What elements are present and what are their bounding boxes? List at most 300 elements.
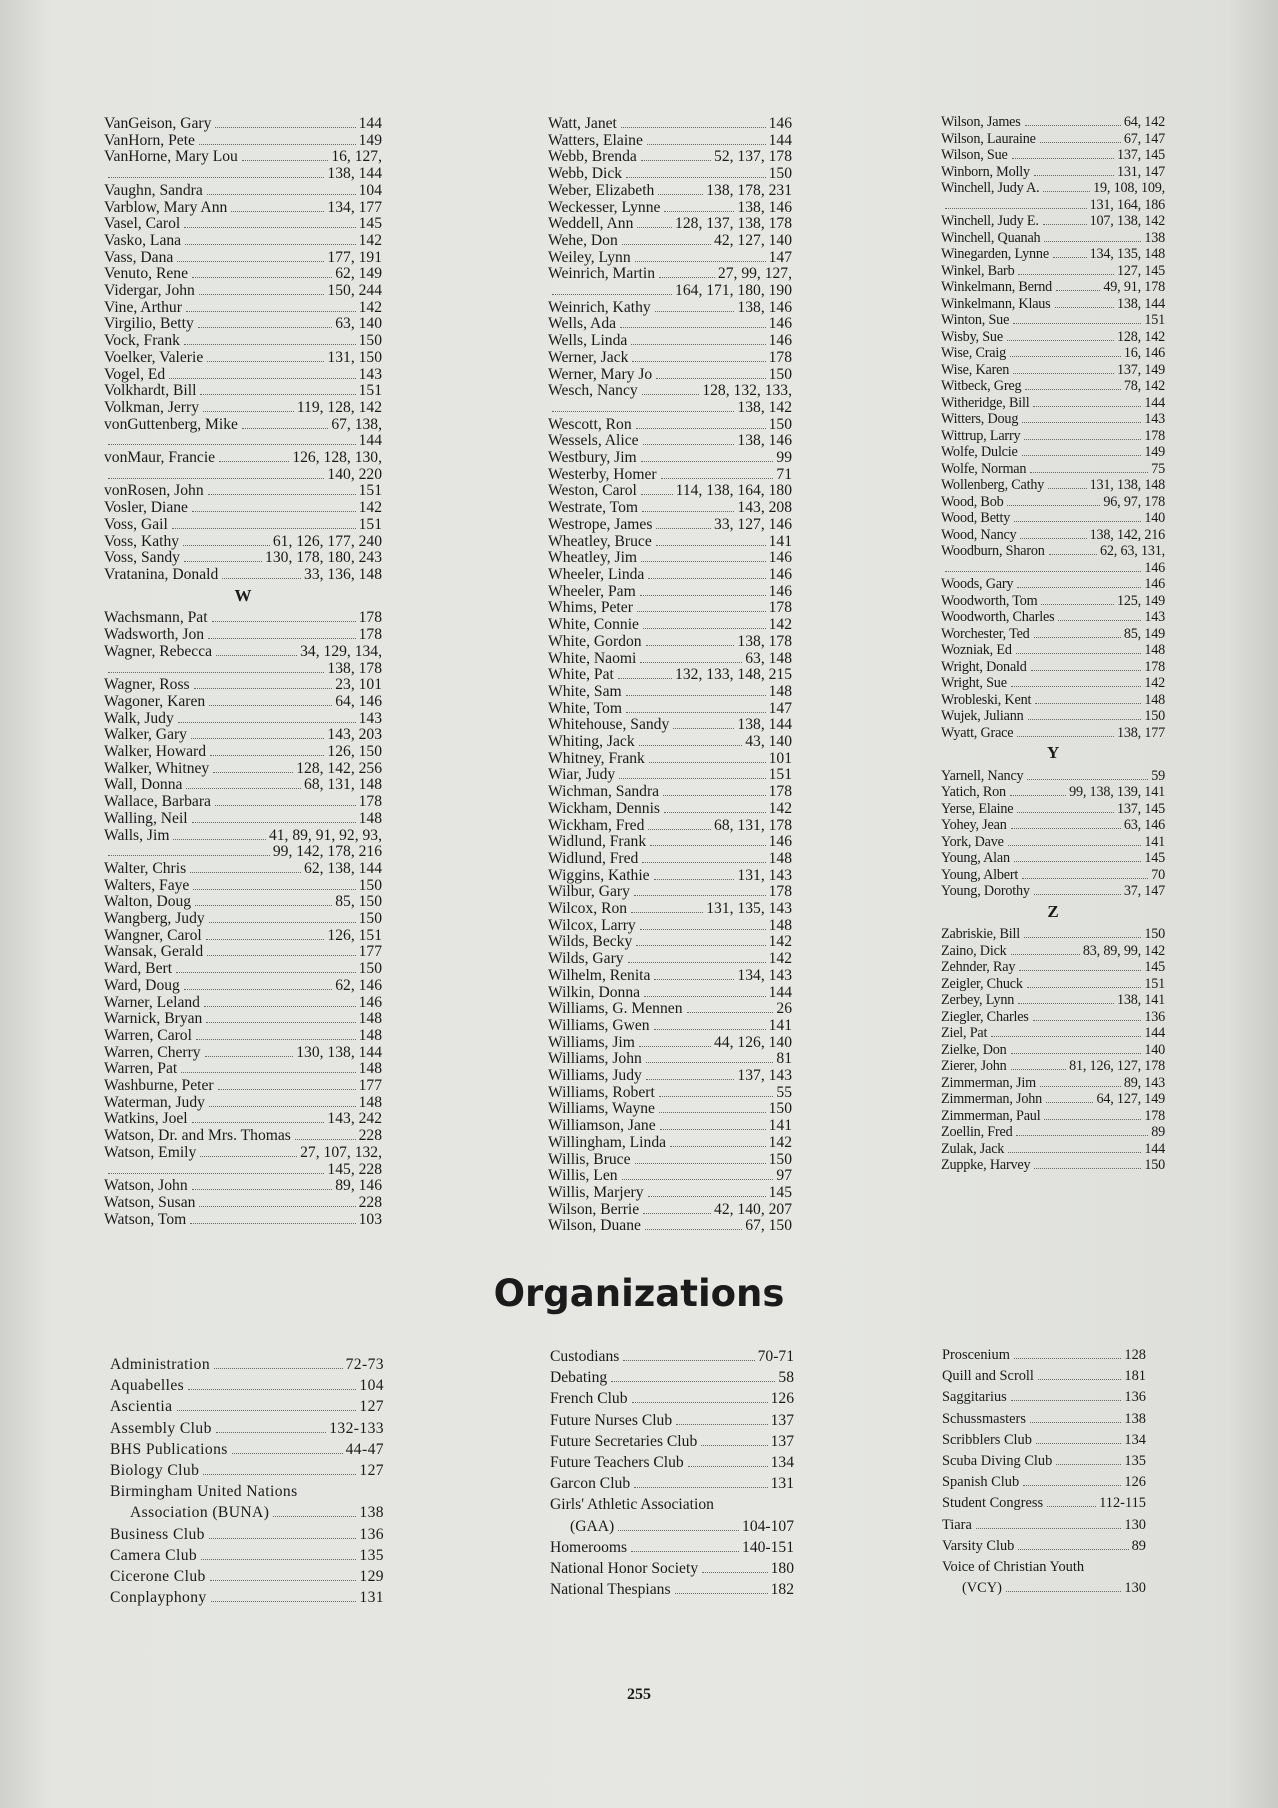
dot-leader: [1014, 861, 1141, 862]
entry-pages: 27, 107, 132,: [300, 1143, 382, 1161]
index-entry: [941, 609, 1165, 626]
entry-name: Proscenium: [942, 1347, 1010, 1363]
dot-leader: [169, 378, 355, 379]
index-entry: [942, 1387, 1146, 1408]
dot-leader: [199, 144, 356, 145]
index-entry: [548, 1035, 792, 1052]
index-entry: [110, 1587, 384, 1608]
index-entry: [548, 450, 792, 467]
entry-pages: 34, 129, 134,: [300, 642, 382, 660]
entry-name: Woodworth, Charles: [941, 609, 1055, 625]
entry-name: Conplayphony: [110, 1589, 207, 1607]
entry-pages: 131, 164, 186: [1089, 196, 1165, 213]
entry-pages: 138, 144: [327, 165, 382, 183]
dot-leader: [216, 655, 297, 656]
dot-leader: [1058, 620, 1141, 621]
dot-leader: [1043, 224, 1087, 225]
dot-leader: [214, 1368, 343, 1369]
entry-pages: 128, 142, 256: [296, 759, 382, 777]
dot-leader: [945, 571, 1141, 572]
dot-leader: [640, 595, 766, 596]
entry-name: Zielke, Don: [941, 1041, 1007, 1058]
entry-name: Wiar, Judy: [548, 766, 616, 784]
entry-name: Volkman, Jerry: [104, 398, 199, 416]
entry-pages: 151: [1144, 975, 1165, 992]
dot-leader: [200, 1156, 297, 1157]
entry-pages: 132, 133, 148, 215: [675, 666, 792, 684]
index-entry-continuation: [104, 844, 382, 861]
index-entry: [941, 1091, 1165, 1108]
entry-name: Scribblers Club: [942, 1431, 1032, 1448]
dot-leader: [206, 939, 325, 940]
entry-name: Williams, G. Mennen: [548, 1000, 683, 1018]
dot-leader: [1024, 937, 1141, 938]
dot-leader: [211, 1601, 357, 1602]
index-entry: [941, 411, 1165, 428]
entry-name: Volkhardt, Bill: [104, 382, 197, 400]
dot-leader: [945, 208, 1087, 209]
index-entry: [550, 1537, 794, 1558]
entry-pages: 27, 99, 127,: [717, 265, 792, 283]
index-entry: [548, 918, 792, 935]
entry-pages: 104: [358, 181, 382, 199]
entry-name: vonGuttenberg, Mike: [104, 415, 238, 433]
dot-leader: [215, 805, 356, 806]
entry-name: Zehnder, Ray: [941, 959, 1016, 975]
index-entry: [548, 417, 792, 434]
dot-leader: [654, 1029, 766, 1030]
dot-leader: [219, 461, 289, 462]
index-entry: [941, 784, 1165, 801]
dot-leader: [1056, 1464, 1121, 1465]
index-entry: [942, 1366, 1146, 1387]
entry-pages: 103: [358, 1210, 382, 1228]
entry-name: Yarnell, Nancy: [941, 767, 1024, 784]
entry-name: Student Congress: [942, 1495, 1044, 1512]
entry-name: Watson, John: [104, 1177, 188, 1195]
dot-leader: [1056, 290, 1100, 291]
entry-pages: 178: [768, 348, 792, 366]
index-entry: [941, 992, 1165, 1009]
entry-name: Wilbur, Gary: [548, 883, 630, 901]
entry-pages: 128, 142: [1116, 328, 1165, 345]
entry-name: Westrate, Tom: [548, 499, 639, 517]
entry-name: vonRosen, John: [104, 482, 204, 500]
dot-leader: [626, 695, 766, 696]
dot-leader: [1017, 812, 1114, 813]
dot-leader: [190, 872, 301, 873]
entry-name: Wangberg, Judy: [104, 910, 205, 928]
entry-pages: 144: [768, 131, 792, 149]
entry-name: Williams, Wayne: [548, 1100, 655, 1118]
entry-pages: 75: [1151, 460, 1165, 477]
index-entry: [104, 1095, 382, 1112]
entry-pages: 144: [1144, 394, 1165, 411]
entry-name: Whitney, Frank: [548, 749, 645, 767]
entry-name: Wescott, Ron: [548, 415, 632, 433]
organizations-heading: Organizations: [493, 1272, 785, 1315]
entry-pages: 181: [1124, 1368, 1146, 1385]
index-entry: [104, 861, 382, 878]
dot-leader: [173, 839, 265, 840]
entry-pages: 42, 127, 140: [714, 231, 792, 249]
index-entry: [941, 850, 1165, 867]
index-entry: [941, 976, 1165, 993]
entry-name: Debating: [550, 1369, 608, 1387]
entry-name: Wilson, Berrie: [548, 1200, 640, 1218]
index-entry: [548, 1068, 792, 1085]
dot-leader: [183, 545, 270, 546]
entry-name: Williamson, Jane: [548, 1117, 656, 1135]
entry-pages: 146: [768, 315, 792, 333]
dot-leader: [635, 1163, 766, 1164]
entry-pages: 140: [1144, 1041, 1165, 1058]
entry-pages: 228: [358, 1194, 382, 1211]
entry-pages: 150: [768, 1100, 792, 1118]
entry-name: Warren, Carol: [104, 1026, 192, 1044]
dot-leader: [659, 277, 715, 278]
index-entry: [104, 149, 382, 166]
dot-leader: [210, 755, 324, 756]
entry-name: Tiara: [942, 1516, 972, 1533]
entry-name: Williams, Judy: [548, 1067, 642, 1085]
index-entry: [548, 1101, 792, 1118]
entry-pages: 146: [1144, 576, 1165, 592]
index-entry: [941, 1058, 1165, 1075]
entry-name: Aquabelles: [110, 1377, 185, 1395]
entry-name: Varsity Club: [942, 1537, 1015, 1554]
entry-name: Wozniak, Ed: [941, 642, 1012, 658]
entry-pages: 148: [1144, 642, 1165, 658]
dot-leader: [1019, 970, 1141, 971]
index-entry: [941, 834, 1165, 851]
entry-name: Cicerone Club: [110, 1568, 206, 1586]
entry-pages: 136: [1124, 1389, 1146, 1406]
entry-pages: 142: [768, 933, 792, 951]
entry-name: Walling, Neil: [104, 809, 188, 827]
dot-leader: [184, 227, 355, 228]
index-entry: [104, 400, 382, 417]
dot-leader: [644, 996, 766, 997]
entry-pages: 70: [1151, 866, 1165, 883]
entry-pages: 89: [1131, 1537, 1146, 1554]
dot-leader: [647, 144, 766, 145]
index-entry: [104, 878, 382, 895]
index-entry: [104, 483, 382, 500]
entry-pages: 137, 149: [1116, 361, 1165, 378]
dot-leader: [646, 1062, 774, 1063]
index-entry: [941, 768, 1165, 785]
entry-name: Williams, John: [548, 1050, 642, 1068]
entry-name: Walter, Chris: [104, 859, 187, 877]
entry-name: Wrobleski, Kent: [941, 691, 1032, 708]
entry-name: Wilkin, Donna: [548, 983, 641, 1001]
entry-pages: 135: [359, 1546, 384, 1564]
entry-name: Wheeler, Pam: [548, 582, 636, 600]
entry-pages: 43, 140: [745, 733, 792, 751]
entry-pages: 141: [768, 532, 792, 550]
dot-leader: [1031, 670, 1142, 671]
entry-pages: 41, 89, 91, 92, 93,: [268, 826, 382, 844]
dot-leader: [184, 344, 356, 345]
entry-name: Wagner, Rebecca: [104, 642, 213, 660]
entry-name: Warren, Pat: [104, 1060, 178, 1078]
dot-leader: [641, 561, 766, 562]
dot-leader: [108, 1173, 324, 1174]
dot-leader: [216, 1432, 326, 1433]
entry-pages: 89: [1151, 1124, 1165, 1140]
index-entry: [104, 1212, 382, 1229]
entry-pages: 143, 203: [327, 726, 382, 744]
entry-pages: 126, 150: [327, 743, 382, 761]
dot-leader: [640, 662, 742, 663]
index-entry: [110, 1545, 384, 1566]
index-entry: [104, 627, 382, 644]
entry-pages: 145: [358, 215, 382, 233]
dot-leader: [242, 428, 328, 429]
index-entry: [941, 1075, 1165, 1092]
letter-heading: W: [234, 585, 252, 605]
index-entry: [548, 1051, 792, 1068]
index-entry: [941, 494, 1165, 511]
dot-leader: [215, 127, 355, 128]
entry-name: Wilcox, Larry: [548, 916, 636, 934]
dot-leader: [646, 645, 735, 646]
index-entry: [104, 500, 382, 517]
entry-name: Winchell, Judy A.: [941, 180, 1040, 196]
entry-pages: 143: [358, 709, 382, 727]
entry-pages: 131, 143: [737, 866, 792, 884]
entry-name: National Thespians: [550, 1581, 671, 1599]
entry-pages: 112-115: [1099, 1495, 1146, 1512]
entry-name: Wilson, Sue: [941, 147, 1008, 163]
dot-leader: [1027, 987, 1142, 988]
entry-name: Zuppke, Harvey: [941, 1157, 1031, 1173]
index-entry: [550, 1367, 794, 1388]
index-entry: [548, 801, 792, 818]
dot-leader: [659, 1112, 766, 1113]
entry-pages: 104: [359, 1377, 384, 1395]
dot-leader: [204, 1006, 356, 1007]
entry-pages: 142: [358, 298, 382, 316]
entry-pages: 146: [1144, 559, 1165, 576]
entry-name: Winkelmann, Bernd: [941, 279, 1053, 295]
entry-name: Willis, Bruce: [548, 1150, 631, 1168]
index-entry: [104, 367, 382, 384]
entry-pages: 146: [768, 115, 792, 132]
entry-name: Watson, Dr. and Mrs. Thomas: [104, 1127, 291, 1145]
entry-name: VanHorne, Mary Lou: [104, 148, 238, 166]
index-entry: [941, 477, 1165, 494]
entry-pages: 148: [358, 1010, 382, 1028]
entry-pages: 138, 146: [737, 298, 792, 316]
entry-pages: 143: [1144, 609, 1165, 625]
entry-pages: 44-47: [345, 1440, 384, 1458]
index-entry: [104, 610, 382, 627]
entry-name: Birmingham United Nations: [110, 1483, 298, 1501]
entry-pages: 127, 145: [1116, 262, 1165, 279]
index-entry: [942, 1536, 1146, 1557]
entry-pages: 150: [358, 910, 382, 928]
entry-name: Willingham, Linda: [548, 1133, 667, 1151]
entry-pages: 142: [358, 231, 382, 249]
entry-name: Walton, Doug: [104, 893, 192, 911]
entry-pages: 131, 150: [327, 348, 382, 366]
entry-pages: 62, 146: [335, 976, 382, 994]
index-entry: [942, 1515, 1146, 1536]
index-entry: [941, 329, 1165, 346]
dot-leader: [1044, 1119, 1141, 1120]
entry-name: Walk, Judy: [104, 709, 174, 727]
entry-name: Zabriskie, Bill: [941, 926, 1020, 942]
entry-pages: 150, 244: [327, 282, 382, 300]
index-entry: [942, 1578, 1146, 1599]
index-entry: [110, 1375, 384, 1396]
entry-pages: 138, 146: [737, 198, 792, 216]
dot-leader: [208, 494, 356, 495]
index-entry: [104, 200, 382, 217]
entry-pages: 136: [359, 1525, 384, 1543]
entry-pages: 42, 140, 207: [714, 1200, 792, 1218]
entry-pages: 67, 150: [745, 1217, 792, 1235]
entry-name: Ward, Doug: [104, 976, 180, 994]
dot-leader: [1008, 845, 1142, 846]
entry-name: Camera Club: [110, 1546, 198, 1564]
entry-pages: 62, 149: [335, 265, 382, 283]
index-entry: [548, 634, 792, 651]
entry-pages: 23, 101: [335, 676, 382, 694]
entry-name: Werner, Mary Jo: [548, 365, 653, 383]
entry-pages: 148: [358, 1060, 382, 1078]
entry-pages: 148: [768, 849, 792, 867]
entry-name: Willis, Marjery: [548, 1184, 644, 1201]
entry-pages: 151: [358, 482, 382, 500]
index-entry: [104, 316, 382, 333]
entry-pages: 62, 63, 131,: [1100, 543, 1165, 559]
index-entry: [104, 233, 382, 250]
entry-name: Vratanina, Donald: [104, 565, 219, 583]
dot-leader: [673, 728, 734, 729]
index-entry: [110, 1439, 384, 1460]
entry-name: Wells, Linda: [548, 332, 628, 350]
dot-leader: [639, 745, 743, 746]
index-entry: [110, 1396, 384, 1417]
dot-leader: [273, 1516, 356, 1517]
dot-leader: [192, 1122, 325, 1123]
dot-leader: [1020, 538, 1086, 539]
dot-leader: [655, 311, 735, 312]
entry-name: Voss, Sandy: [104, 549, 180, 567]
entry-name: Wilds, Gary: [548, 950, 624, 968]
dot-leader: [1034, 637, 1121, 638]
dot-leader: [1046, 1102, 1093, 1103]
index-entry: [104, 711, 382, 728]
entry-pages: 19, 108, 109,: [1093, 180, 1165, 196]
index-entry: [104, 644, 382, 661]
index-entry: [941, 1042, 1165, 1059]
index-entry: [104, 133, 382, 150]
entry-pages: 146: [768, 582, 792, 600]
entry-pages: 128, 137, 138, 178: [675, 215, 792, 233]
index-entry: [104, 944, 382, 961]
dot-leader: [1011, 1069, 1066, 1070]
entry-name: Widlund, Frank: [548, 833, 647, 851]
index-entry: [548, 250, 792, 267]
dot-leader: [643, 628, 766, 629]
entry-name: Wells, Ada: [548, 315, 617, 333]
dot-leader: [201, 1559, 356, 1560]
entry-name: Venuto, Rene: [104, 265, 189, 283]
entry-name: vonMaur, Francie: [104, 449, 216, 467]
entry-pages: 64, 127, 149: [1096, 1091, 1165, 1107]
dot-leader: [687, 1012, 774, 1013]
dot-leader: [631, 344, 765, 345]
dot-leader: [184, 561, 262, 562]
index-entry: [104, 350, 382, 367]
entry-pages: 178: [358, 793, 382, 811]
dot-leader: [676, 1424, 767, 1425]
entry-pages: 141: [768, 1016, 792, 1034]
index-entry: [104, 300, 382, 317]
entry-pages: 71: [776, 465, 792, 483]
dot-leader: [196, 1039, 356, 1040]
entry-pages: 132-133: [329, 1419, 384, 1437]
dot-leader: [648, 829, 711, 830]
index-entry: [941, 543, 1165, 560]
dot-leader: [675, 1593, 768, 1594]
entry-name: Wilson, James: [941, 114, 1021, 130]
entry-name: Voice of Christian Youth: [942, 1559, 1085, 1576]
index-entry: [104, 1061, 382, 1078]
entry-name: Weston, Carol: [548, 482, 637, 500]
entry-name: Whiting, Jack: [548, 733, 635, 751]
entry-pages: 137: [770, 1411, 794, 1429]
entry-pages: 138, 178: [327, 659, 382, 677]
entry-name: Schussmasters: [942, 1410, 1026, 1427]
entry-name: Westbury, Jim: [548, 449, 637, 467]
dot-leader: [1025, 389, 1120, 390]
index-entry: [104, 1128, 382, 1145]
dot-leader: [210, 1580, 357, 1581]
dot-leader: [664, 211, 734, 212]
index-entry: [104, 928, 382, 945]
dot-leader: [208, 638, 356, 639]
dot-leader: [552, 411, 734, 412]
index-entry: [941, 213, 1165, 230]
dot-leader: [1030, 1422, 1121, 1423]
index-entry: [941, 131, 1165, 148]
entry-pages: 89, 146: [335, 1177, 382, 1195]
entry-name: Wallace, Barbara: [104, 793, 211, 811]
index-entry: [104, 116, 382, 133]
entry-pages: 141: [768, 1117, 792, 1135]
index-entry-continuation: [548, 400, 792, 417]
entry-pages: 126, 151: [327, 926, 382, 944]
dot-leader: [637, 227, 672, 228]
dot-leader: [663, 795, 766, 796]
dot-leader: [1013, 323, 1141, 324]
entry-name: Spanish Club: [942, 1474, 1020, 1491]
entry-pages: 151: [358, 515, 382, 533]
dot-leader: [212, 621, 356, 622]
entry-pages: 137: [770, 1432, 794, 1450]
index-entry: [548, 1185, 792, 1202]
dot-leader: [232, 1453, 343, 1454]
index-entry: [941, 362, 1165, 379]
entry-pages: 138, 178: [737, 632, 792, 650]
dot-leader: [1018, 274, 1113, 275]
dot-leader: [636, 945, 765, 946]
